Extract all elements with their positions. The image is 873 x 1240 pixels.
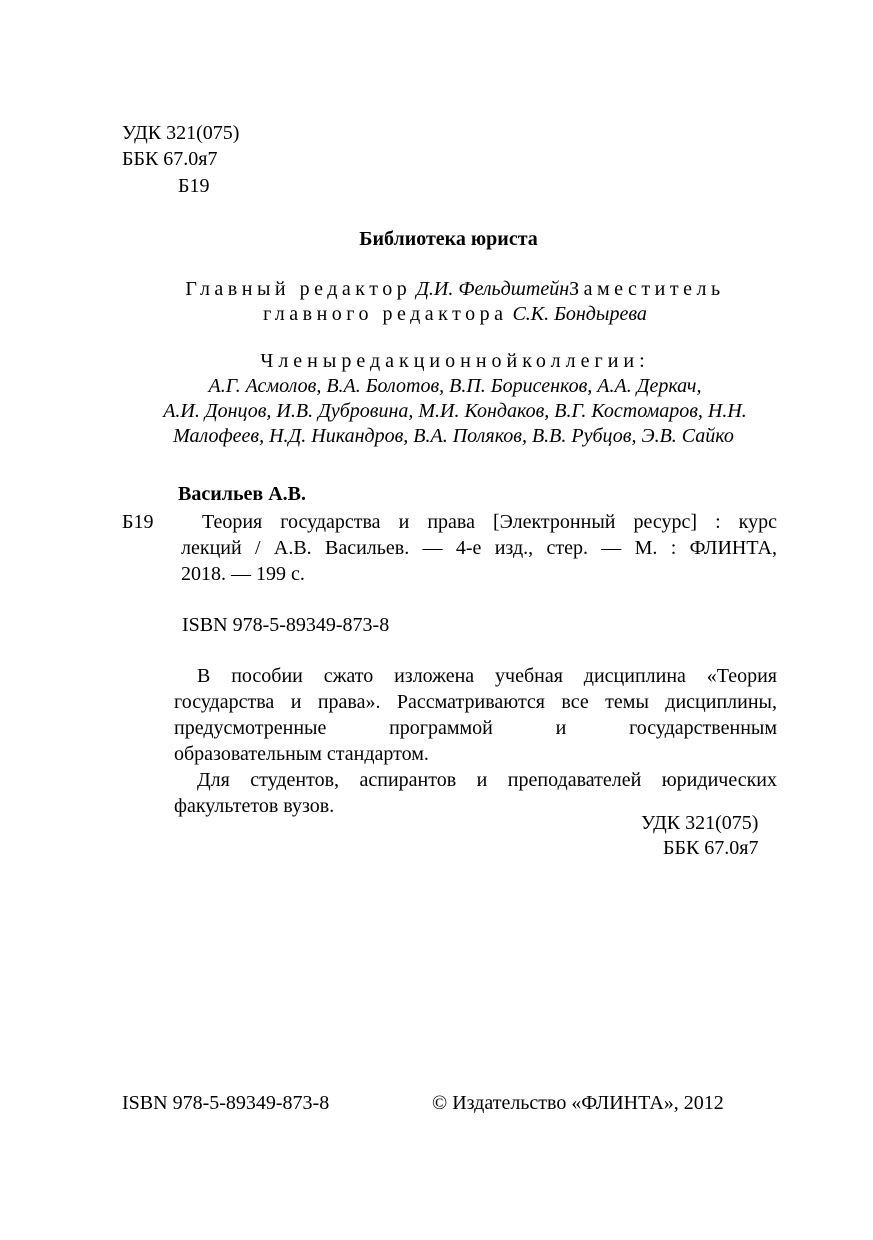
- annotation-line-6: факультетов вузов.: [174, 795, 335, 817]
- annotation-line-4: образовательным стандартом.: [174, 743, 429, 765]
- annotation-line-3: предусмотренные программой и государственным: [174, 717, 777, 739]
- footer-isbn: ISBN 978-5-89349-873-8: [122, 1092, 330, 1114]
- series-title: Библиотека юриста: [359, 228, 538, 250]
- board-label: Членыредакционнойколлегии:: [260, 350, 650, 372]
- board-members-line-3: Малофеев, Н.Д. Никандров, В.А. Поляков, В.В. Рубцов, Э.В. Сайко: [173, 425, 734, 447]
- author-mark: Б19: [178, 175, 210, 197]
- annotation-udk: УДК 321(075): [641, 812, 759, 834]
- deputy-role-second: главного редактора: [263, 303, 508, 325]
- annotation-block: [174, 663, 777, 819]
- bibliography-isbn: ISBN 978-5-89349-873-8: [182, 614, 390, 636]
- bibliography-mark: Б19: [122, 511, 154, 533]
- annotation-bbk: ББК 67.0я7: [663, 837, 759, 859]
- book-author: Васильев А.В.: [178, 483, 306, 505]
- chief-editor-name: Д.И. Фельдштейн: [416, 278, 570, 300]
- annotation-line-1: В пособии сжато изложена учебная дисциплина «Теория: [197, 665, 777, 687]
- chief-editor-role: Главный редактор: [185, 278, 412, 300]
- annotation-line-2: государства и права». Рассматриваются все темы дисциплины,: [174, 691, 777, 713]
- bbk-code: ББК 67.0я7: [122, 148, 218, 170]
- board-members-line-2: А.И. Донцов, И.В. Дубровина, М.И. Кондаков, В.Г. Костомаров, Н.Н.: [163, 400, 747, 422]
- udk-code: УДК 321(075): [122, 122, 240, 144]
- deputy-editor-name: С.К. Бондырева: [512, 303, 647, 325]
- board-members-line-1: А.Г. Асмолов, В.А. Болотов, В.П. Борисенков, А.А. Деркач,: [208, 375, 702, 397]
- chief-editor-line: [0, 276, 873, 302]
- bibliography-line-3: 2018. — 199 с.: [181, 563, 305, 585]
- bibliography-line-1: Теория государства и права [Электронный ресурс] : курс: [202, 511, 777, 533]
- deputy-role-first: Заместитель: [569, 278, 725, 300]
- footer-copyright: © Издательство «ФЛИНТА», 2012: [432, 1092, 724, 1114]
- annotation-line-5: Для студентов, аспирантов и преподавателей юридических: [197, 769, 777, 791]
- deputy-editor-line: [0, 301, 873, 327]
- bibliography-description: [181, 509, 777, 587]
- bibliography-line-2: лекций / А.В. Васильев. — 4-е изд., стер. — М. : ФЛИНТА,: [181, 537, 777, 559]
